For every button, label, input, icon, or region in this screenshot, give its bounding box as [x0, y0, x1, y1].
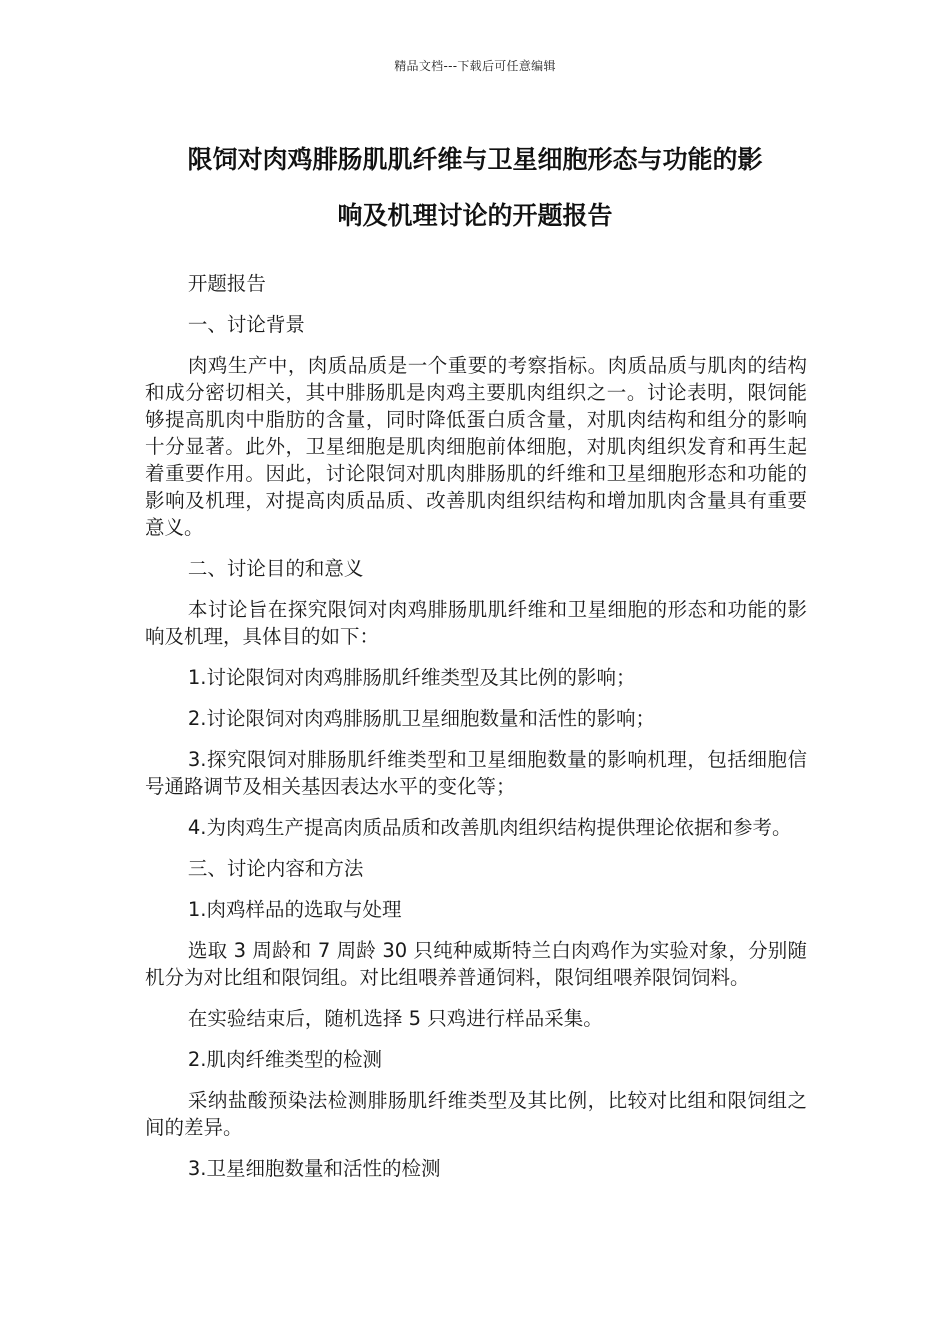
document-body: [145, 270, 807, 1196]
paragraph: 肉鸡生产中，肉质品质是一个重要的考察指标。肉质品质与肌肉的结构和成分密切相关，其中腓肠肌是肉鸡主要肌肉组织之一。讨论表明，限饲能够提高肌肉中脂肪的含量，同时降低蛋白质含量，对肌肉结构和组分的影响十分显著。此外，卫星细胞是肌肉细胞前体细胞，对肌肉组织发育和再生起着重要作用。因此，讨论限饲对肌肉腓肠肌的纤维和卫星细胞形态和功能的影响及机理，对提高肉质品质、改善肌肉组织结构和增加肌肉含量具有重要意义。: [145, 354, 807, 539]
page-header: 精品文档---下载后可任意编辑: [394, 59, 556, 73]
paragraph: 采纳盐酸预染法检测腓肠肌纤维类型及其比例，比较对比组和限饲组之间的差异。: [145, 1089, 807, 1139]
paragraph: 选取 3 周龄和 7 周龄 30 只纯种威斯特兰白肉鸡作为实验对象，分别随机分为对比组和限饲组。对比组喂养普通饲料，限饲组喂养限饲饲料。: [145, 939, 807, 989]
subsection-heading: 2.肌肉纤维类型的检测: [187, 1048, 382, 1071]
section-heading: 二、讨论目的和意义: [187, 557, 364, 580]
section-heading: 一、讨论背景: [187, 313, 305, 336]
paragraph: 在实验结束后，随机选择 5 只鸡进行样品采集。: [187, 1007, 603, 1030]
list-item: 4.为肉鸡生产提高肉质品质和改善肌肉组织结构提供理论依据和参考。: [187, 816, 792, 839]
document-title: [140, 132, 810, 244]
list-item: 3.探究限饲对腓肠肌纤维类型和卫星细胞数量的影响机理，包括细胞信号通路调节及相关基因表达水平的变化等；: [145, 748, 807, 798]
title-line-1: 限饲对肉鸡腓肠肌肌纤维与卫星细胞形态与功能的影: [187, 145, 763, 174]
subsection-heading: 1.肉鸡样品的选取与处理: [187, 898, 402, 921]
title-line-2: 响及机理讨论的开题报告: [337, 201, 613, 230]
subsection-heading: 3.卫星细胞数量和活性的检测: [187, 1157, 441, 1180]
list-item: 1.讨论限饲对肉鸡腓肠肌纤维类型及其比例的影响；: [187, 666, 636, 689]
list-item: 2.讨论限饲对肉鸡腓肠肌卫星细胞数量和活性的影响；: [187, 707, 655, 730]
section-heading: 三、讨论内容和方法: [187, 857, 364, 880]
paragraph: 本讨论旨在探究限饲对肉鸡腓肠肌肌纤维和卫星细胞的形态和功能的影响及机理，具体目的如下：: [145, 598, 807, 648]
section-label: 开题报告: [187, 272, 266, 295]
